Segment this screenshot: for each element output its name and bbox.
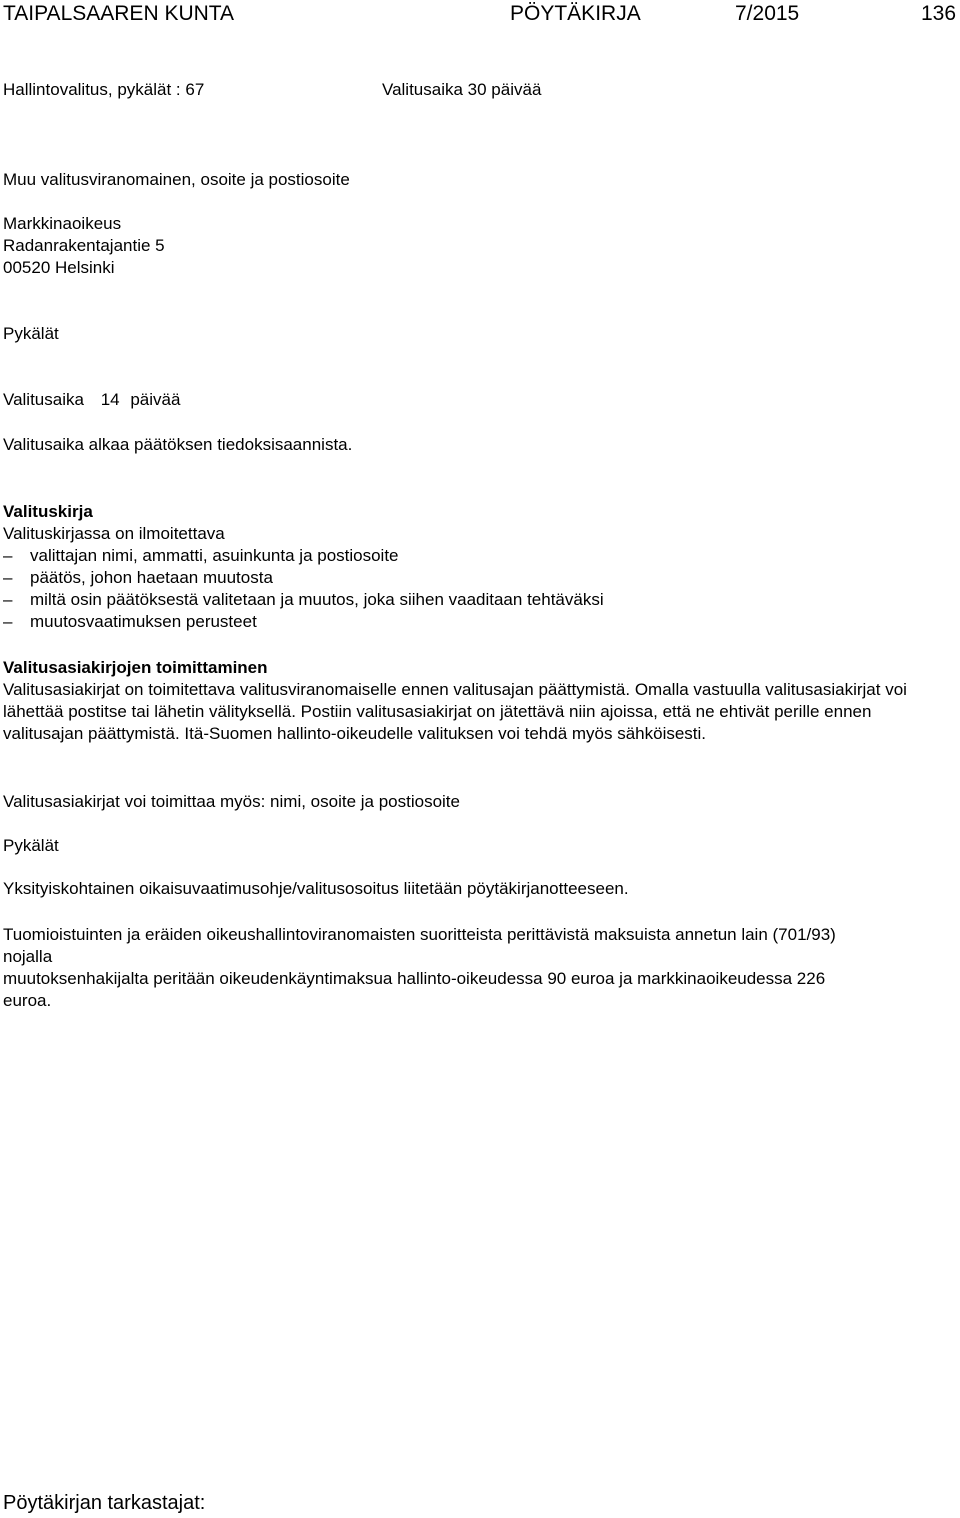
fees-line: euroa.	[3, 991, 52, 1010]
appeal-label: Hallintovalitus, pykälät : 67	[3, 80, 205, 99]
dash-bullet: –	[3, 546, 13, 565]
dash-bullet: –	[3, 568, 13, 587]
valituskirja-heading: Valituskirja	[3, 502, 93, 521]
delivery-also: Valitusasiakirjat voi toimittaa myös: nimi, osoite ja postiosoite	[3, 792, 460, 811]
fees-line: muutoksenhakijalta peritään oikeudenkäyntimaksua hallinto-oikeudessa 90 euroa ja markkinaoikeudessa 226	[3, 969, 826, 988]
page-header	[0, 2, 960, 26]
fees-line: nojalla	[3, 947, 53, 966]
authority-street: Radanrakentajantie 5	[3, 236, 165, 255]
valituskirja-intro: Valituskirjassa on ilmoitettava	[3, 524, 225, 543]
authority-city: 00520 Helsinki	[3, 258, 115, 277]
appeal-period: Valitusaika 30 päivää	[382, 80, 542, 99]
list-item-text: miltä osin päätöksestä valitetaan ja muutos, joka siihen vaaditaan tehtäväksi	[30, 590, 604, 609]
dash-bullet: –	[3, 612, 13, 631]
dash-bullet: –	[3, 590, 13, 609]
document-type: PÖYTÄKIRJA	[510, 2, 641, 25]
page-number: 136	[921, 2, 957, 25]
attachment-note: Yksityiskohtainen oikaisuvaatimusohje/valitusosoitus liitetään pöytäkirjanotteeseen.	[3, 879, 629, 898]
other-authority-heading: Muu valitusviranomainen, osoite ja postiosoite	[3, 170, 350, 189]
pykalat-label: Pykälät	[3, 324, 59, 343]
pykalat-label: Pykälät	[3, 836, 59, 855]
delivery-heading: Valitusasiakirjojen toimittaminen	[3, 658, 268, 677]
list-item-text: muutosvaatimuksen perusteet	[30, 612, 257, 631]
period-days: 14	[100, 390, 120, 409]
period-unit: päivää	[130, 390, 181, 409]
list-item-text: päätös, johon haetaan muutosta	[30, 568, 273, 587]
org-name: TAIPALSAAREN KUNTA	[3, 2, 235, 25]
list-item-text: valittajan nimi, ammatti, asuinkunta ja postiosoite	[30, 546, 399, 565]
document-number: 7/2015	[735, 2, 800, 25]
fees-line: Tuomioistuinten ja eräiden oikeushallintoviranomaisten suoritteista perittävistä maksuista annetun lain (701/93)	[3, 925, 836, 944]
period-label: Valitusaika	[3, 390, 84, 409]
appeal-period-line	[3, 389, 180, 411]
period-start: Valitusaika alkaa päätöksen tiedoksisaannista.	[3, 435, 353, 454]
delivery-body: Valitusasiakirjat on toimitettava valitusviranomaiselle ennen valitusajan päättymistä. Omalla vastuulla valitusasiakirjat voi lähettää postitse tai lähetin välityksellä. Postiin valitusasiakirjat on jätettävä niin ajoissa, että ne ehtivät perille ennen valitusajan päättymistä. Itä-Suomen hallinto-oikeudelle valituksen voi tehdä myös sähköisesti.	[3, 680, 907, 743]
authority-name: Markkinaoikeus	[3, 214, 122, 233]
footer-checkers: Pöytäkirjan tarkastajat:	[3, 1492, 206, 1514]
